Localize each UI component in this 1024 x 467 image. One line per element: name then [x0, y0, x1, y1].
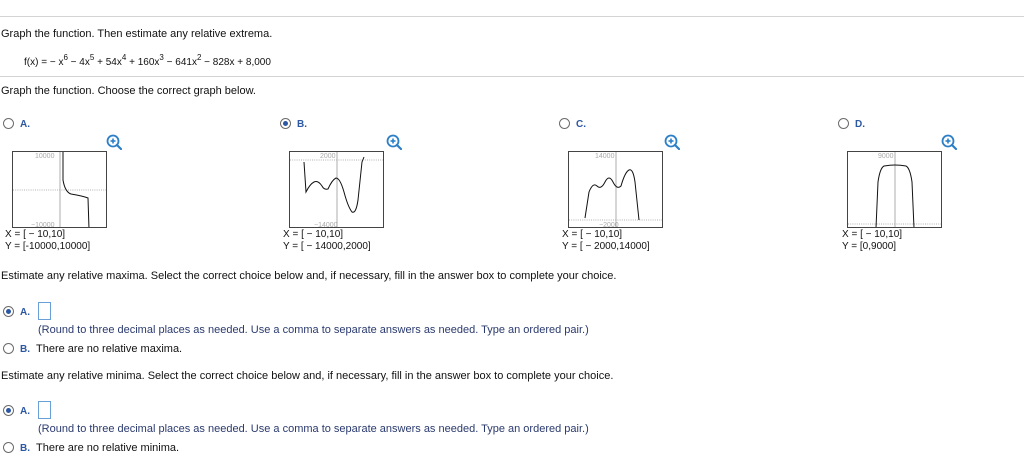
function-expression: f(x) = − $x^6 - 4x^5 + 54x^4 + 160x^3 - 641x^2 - 828x + 8,000$ [24, 53, 271, 68]
minima-option-b-label: B. [20, 443, 30, 454]
maxima-option-b-radio[interactable] [3, 343, 14, 354]
minima-prompt: Estimate any relative minima. Select the correct choice below and, if necessary, fill in the answer box to complete your choice. [1, 370, 614, 382]
graph-d-y-range: Y = [0,9000] [842, 241, 897, 252]
section-divider [0, 76, 1024, 77]
graph-option-b-label: B. [297, 119, 307, 130]
maxima-option-b-text: There are no relative maxima. [36, 343, 183, 355]
graph-option-b[interactable] [280, 118, 307, 130]
graph-d-top-tick: 9000 [878, 153, 894, 160]
graph-d-x-range: X = [ − 10,10] [842, 229, 903, 240]
zoom-icon-a[interactable] [106, 134, 122, 150]
minima-option-a-radio[interactable] [3, 405, 14, 416]
maxima-option-a[interactable] [3, 302, 51, 320]
zoom-icon-b[interactable] [386, 134, 402, 150]
graph-a-top-tick: 10000 [35, 153, 55, 160]
graph-c-bottom-tick: −2000 [599, 222, 619, 228]
minima-option-a[interactable] [3, 401, 51, 419]
graph-option-c[interactable] [559, 118, 586, 130]
graph-a-window [5, 229, 90, 253]
graph-option-c-label: C. [576, 119, 586, 130]
graph-option-a-radio[interactable] [3, 118, 14, 129]
graph-prompt: Graph the function. Choose the correct graph below. [1, 85, 256, 97]
graph-option-b-radio[interactable] [280, 118, 291, 129]
graph-b-x-range: X = [ − 10,10] [283, 229, 344, 240]
graph-c-top-tick: 14000 [595, 153, 615, 160]
graph-a-x-range: X = [ − 10,10] [5, 229, 66, 240]
graph-thumbnail-b [289, 151, 384, 228]
graph-c-y-range: Y = [ − 2000,14000] [562, 241, 650, 252]
graph-b-bottom-tick: −14000 [314, 222, 338, 228]
minima-answer-box[interactable] [38, 401, 51, 419]
minima-option-a-label: A. [20, 406, 30, 417]
maxima-option-a-radio[interactable] [3, 306, 14, 317]
graph-b-window [283, 229, 371, 253]
graph-option-c-radio[interactable] [559, 118, 570, 129]
graph-c-window [562, 229, 650, 253]
graph-option-d-radio[interactable] [838, 118, 849, 129]
zoom-icon-c[interactable] [664, 134, 680, 150]
maxima-answer-box[interactable] [38, 302, 51, 320]
graph-option-d[interactable] [838, 118, 865, 130]
graph-thumbnail-d [847, 151, 942, 228]
minima-option-b-text: There are no relative minima. [36, 442, 180, 454]
minima-hint: (Round to three decimal places as needed. Use a comma to separate answers as needed. Type an ordered pair.) [38, 423, 589, 435]
maxima-option-b[interactable] [3, 343, 182, 355]
graph-d-window [842, 229, 902, 253]
graph-b-top-tick: 2000 [320, 153, 336, 160]
minima-option-b-radio[interactable] [3, 442, 14, 453]
graph-c-x-range: X = [ − 10,10] [562, 229, 623, 240]
zoom-icon-d[interactable] [941, 134, 957, 150]
maxima-hint: (Round to three decimal places as needed. Use a comma to separate answers as needed. Type an ordered pair.) [38, 324, 589, 336]
graph-option-d-label: D. [855, 119, 865, 130]
graph-a-y-range: Y = [-10000,10000] [5, 241, 91, 252]
maxima-option-b-label: B. [20, 344, 30, 355]
top-divider [0, 16, 1024, 17]
graph-b-y-range: Y = [ − 14000,2000] [283, 241, 371, 252]
minima-option-b[interactable] [3, 442, 179, 454]
graph-option-a-label: A. [20, 119, 30, 130]
graph-option-a[interactable] [3, 118, 30, 130]
graph-thumbnail-a [12, 151, 107, 228]
graph-thumbnail-c [568, 151, 663, 228]
graph-a-bottom-tick: −10000 [31, 222, 55, 228]
instruction-text: Graph the function. Then estimate any relative extrema. [1, 28, 273, 40]
maxima-option-a-label: A. [20, 307, 30, 318]
maxima-prompt: Estimate any relative maxima. Select the correct choice below and, if necessary, fill in the answer box to complete your choice. [1, 270, 617, 282]
